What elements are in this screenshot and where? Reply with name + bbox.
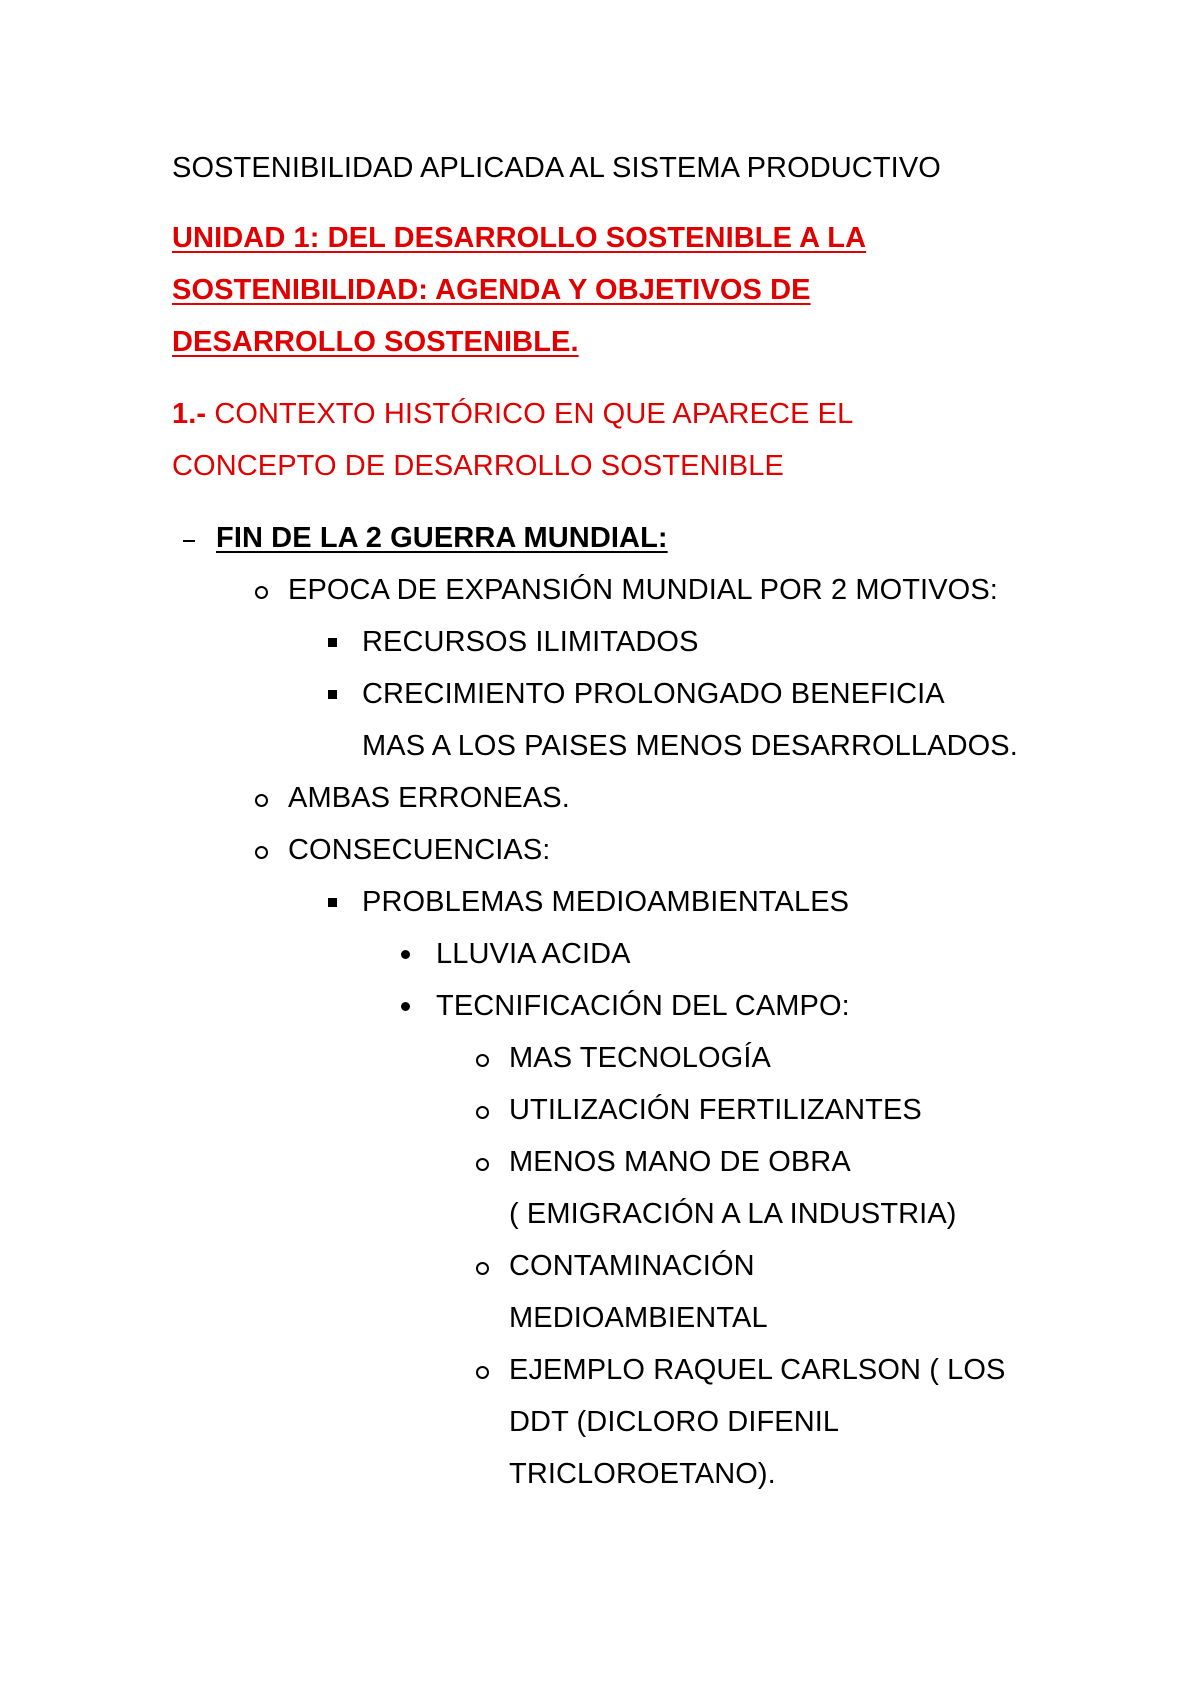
section-heading-text: CONTEXTO HISTÓRICO EN QUE APARECE EL bbox=[206, 398, 854, 430]
unit-heading-line-2: SOSTENIBILIDAD: AGENDA Y OBJETIVOS DE bbox=[172, 274, 811, 306]
unit-heading-line-1: UNIDAD 1: DEL DESARROLLO SOSTENIBLE A LA bbox=[172, 222, 867, 254]
outline-consecuencias: CONSECUENCIAS: bbox=[288, 834, 551, 866]
outline-sub-item-2: UTILIZACIÓN FERTILIZANTES bbox=[509, 1094, 922, 1126]
section-number: 1.- bbox=[172, 398, 207, 430]
square-bullet-icon bbox=[328, 690, 337, 699]
circle-bullet-icon bbox=[476, 1366, 489, 1379]
unit-heading-line-3: DESARROLLO SOSTENIBLE. bbox=[172, 326, 579, 358]
outline-motivo-1: RECURSOS ILIMITADOS bbox=[362, 626, 699, 658]
section-heading-line-2: CONCEPTO DE DESARROLLO SOSTENIBLE bbox=[172, 450, 784, 482]
outline-sub-item-1: MAS TECNOLOGÍA bbox=[509, 1042, 771, 1074]
outline-epoca: EPOCA DE EXPANSIÓN MUNDIAL POR 2 MOTIVOS: bbox=[288, 574, 998, 606]
outline-sub-item-4-continued: MEDIOAMBIENTAL bbox=[509, 1302, 768, 1334]
square-bullet-icon bbox=[328, 638, 337, 647]
outline-sub-item-4: CONTAMINACIÓN bbox=[509, 1250, 755, 1282]
outline-sub-item-3-continued: ( EMIGRACIÓN A LA INDUSTRIA) bbox=[509, 1198, 957, 1230]
outline-motivo-2: CRECIMIENTO PROLONGADO BENEFICIA bbox=[362, 678, 945, 710]
circle-bullet-icon bbox=[476, 1106, 489, 1119]
dot-bullet-icon bbox=[401, 1002, 410, 1011]
section-heading-line-1 bbox=[172, 396, 853, 432]
circle-bullet-icon bbox=[255, 586, 268, 599]
outline-tecnificacion: TECNIFICACIÓN DEL CAMPO: bbox=[436, 990, 850, 1022]
circle-bullet-icon bbox=[476, 1262, 489, 1275]
document-title: SOSTENIBILIDAD APLICADA AL SISTEMA PRODUCTIVO bbox=[172, 152, 941, 184]
outline-problemas: PROBLEMAS MEDIOAMBIENTALES bbox=[362, 886, 850, 918]
outline-ambas: AMBAS ERRONEAS. bbox=[288, 782, 570, 814]
square-bullet-icon bbox=[328, 898, 337, 907]
circle-bullet-icon bbox=[476, 1054, 489, 1067]
outline-sub-item-5: EJEMPLO RAQUEL CARLSON ( LOS bbox=[509, 1354, 1006, 1386]
outline-motivo-2-continued: MAS A LOS PAISES MENOS DESARROLLADOS. bbox=[362, 730, 1018, 762]
dash-bullet-icon bbox=[183, 540, 195, 542]
outline-sub-item-5-continued-1: DDT (DICLORO DIFENIL bbox=[509, 1406, 840, 1438]
outline-sub-item-5-continued-2: TRICLOROETANO). bbox=[509, 1458, 776, 1490]
outline-level1-label: FIN DE LA 2 GUERRA MUNDIAL: bbox=[216, 522, 668, 554]
outline-sub-item-3: MENOS MANO DE OBRA bbox=[509, 1146, 851, 1178]
dot-bullet-icon bbox=[401, 950, 410, 959]
circle-bullet-icon bbox=[255, 846, 268, 859]
circle-bullet-icon bbox=[255, 794, 268, 807]
outline-lluvia: LLUVIA ACIDA bbox=[436, 938, 631, 970]
circle-bullet-icon bbox=[476, 1158, 489, 1171]
